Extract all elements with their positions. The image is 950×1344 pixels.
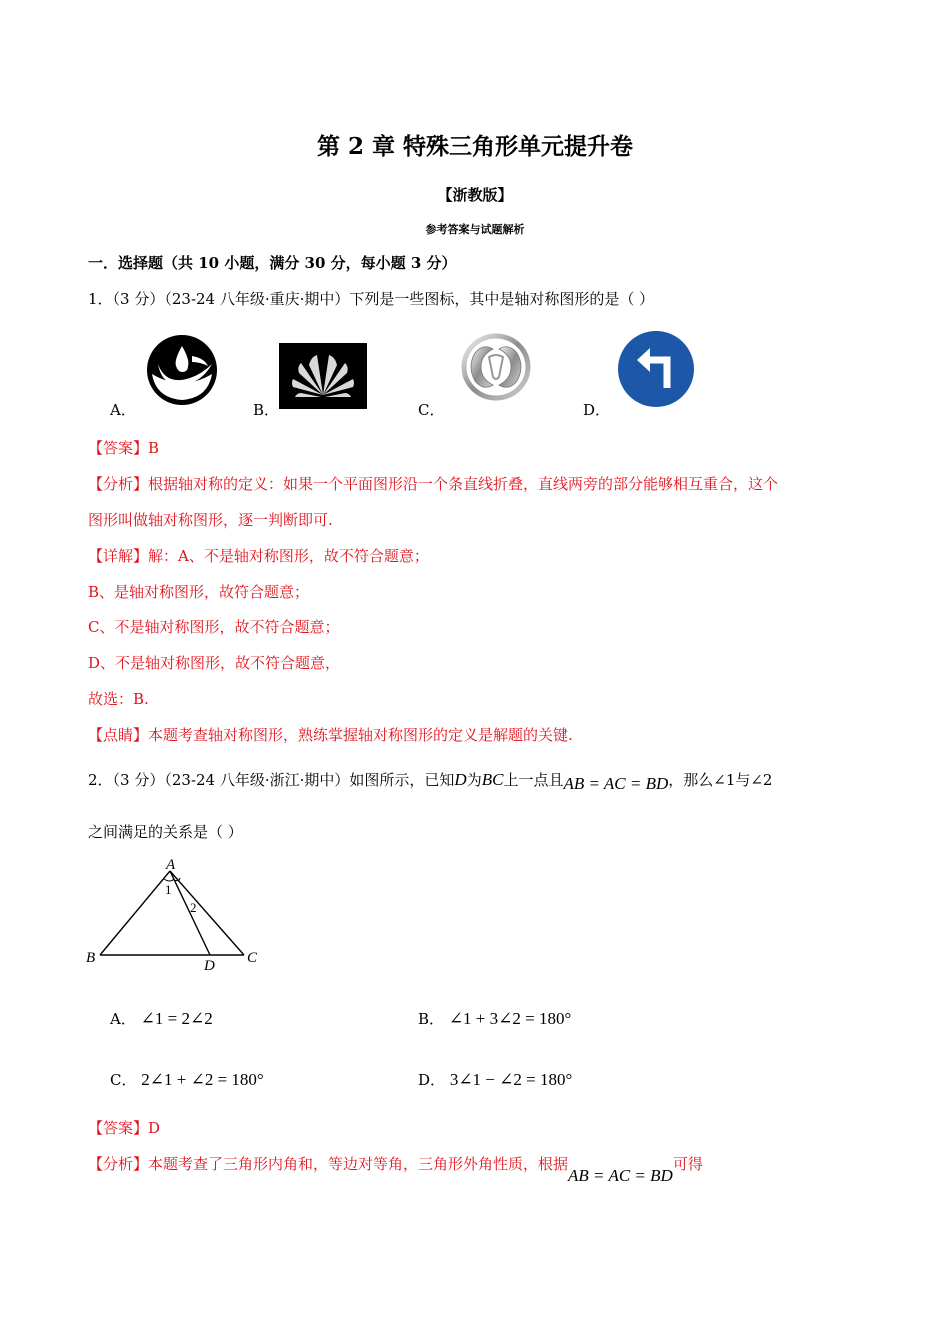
q2-stem-part4: ，那么∠1与∠2	[668, 771, 773, 789]
q2-option-a	[110, 1008, 213, 1029]
answer-subtitle: 参考答案与试题解析	[425, 223, 525, 236]
q2-analysis	[88, 1153, 703, 1185]
q2-analysis-tail: 可得	[672, 1155, 703, 1173]
q2-option-d-expr: 3∠1 − ∠2 = 180°	[449, 1070, 573, 1089]
q1-comment: 【点睛】本题考查轴对称图形，熟练掌握轴对称图形的定义是解题的关键.	[88, 726, 573, 744]
side-ab	[100, 871, 170, 955]
q2-var-d: D	[454, 770, 467, 789]
label-a: A	[166, 857, 176, 873]
label-angle-2: 2	[190, 900, 197, 915]
q1-analysis-line1: 【分析】根据轴对称的定义：如果一个平面图形沿一个条直线折叠，直线两旁的部分能够相互重合，这个	[88, 475, 779, 493]
q2-analysis-text: 【分析】本题考查了三角形内角和，等边对等角，三角形外角性质，根据	[88, 1155, 569, 1173]
q2-option-a-expr: ∠1 = 2∠2	[140, 1009, 213, 1028]
triangle-figure	[84, 853, 264, 973]
q2-stem-part3: 上一点且	[503, 771, 564, 789]
water-drop-logo-icon	[146, 334, 218, 406]
q1-detail-line1: 【详解】解：A、不是轴对称图形，故不符合题意；	[88, 547, 429, 565]
turn-left-sign-icon	[617, 330, 695, 408]
q2-option-d	[418, 1069, 572, 1090]
q1-analysis-line2: 图形叫做轴对称图形，逐一判断即可.	[88, 511, 333, 529]
q2-stem	[88, 769, 773, 793]
q2-answer: 【答案】D	[88, 1119, 161, 1137]
q2-analysis-equation: AB = AC = BD	[568, 1166, 673, 1185]
q2-option-b	[418, 1008, 571, 1029]
label-d: D	[204, 958, 215, 973]
q2-var-bc: BC	[481, 770, 504, 789]
q2-option-b-label: B．	[418, 1010, 445, 1028]
q1-stem: 1．（3 分）（23-24 八年级·重庆·期中）下列是一些图标，其中是轴对称图形的是（ ）	[88, 290, 655, 308]
q2-stem-line2: 之间满足的关系是（ ）	[88, 823, 243, 841]
side-ac	[170, 871, 244, 955]
q2-option-d-label: D．	[418, 1071, 446, 1089]
q1-detail-line2: B、是轴对称图形，故符合题意；	[88, 583, 310, 601]
q2-equation: AB = AC = BD	[563, 774, 669, 793]
dongfeng-logo-icon	[461, 333, 531, 401]
q2-stem-part1: 2．（3 分）（23-24 八年级·浙江·期中）如图所示，已知	[88, 771, 455, 789]
label-angle-1: 1	[165, 882, 172, 897]
q1-option-d: D．	[583, 401, 611, 419]
q2-option-c-expr: 2∠1 + ∠2 = 180°	[141, 1070, 264, 1089]
q1-choice: 故选：B.	[88, 690, 149, 708]
q1-detail-line4: D、不是轴对称图形，故不符合题意，	[88, 654, 341, 672]
edition-label: 【浙教版】	[437, 186, 513, 204]
q2-option-a-label: A．	[110, 1010, 136, 1028]
q1-option-b: B．	[253, 401, 280, 419]
q1-option-c: C．	[418, 401, 445, 419]
q2-option-c	[110, 1069, 264, 1090]
angle-1-arc	[164, 879, 174, 881]
q2-option-c-label: C．	[110, 1071, 137, 1089]
section-heading: 一．选择题（共 10 小题，满分 30 分，每小题 3 分）	[88, 254, 457, 272]
label-b: B	[86, 950, 96, 966]
q2-stem-part2: 为	[466, 771, 482, 789]
q1-answer: 【答案】B	[88, 439, 160, 457]
q1-option-a: A．	[110, 401, 136, 419]
page-title: 第 2 章 特殊三角形单元提升卷	[316, 133, 634, 160]
huawei-logo-icon	[279, 343, 367, 409]
q2-option-b-expr: ∠1 + 3∠2 = 180°	[448, 1009, 572, 1028]
q1-detail-line3: C、不是轴对称图形，故不符合题意；	[88, 618, 340, 636]
label-c: C	[247, 950, 258, 966]
